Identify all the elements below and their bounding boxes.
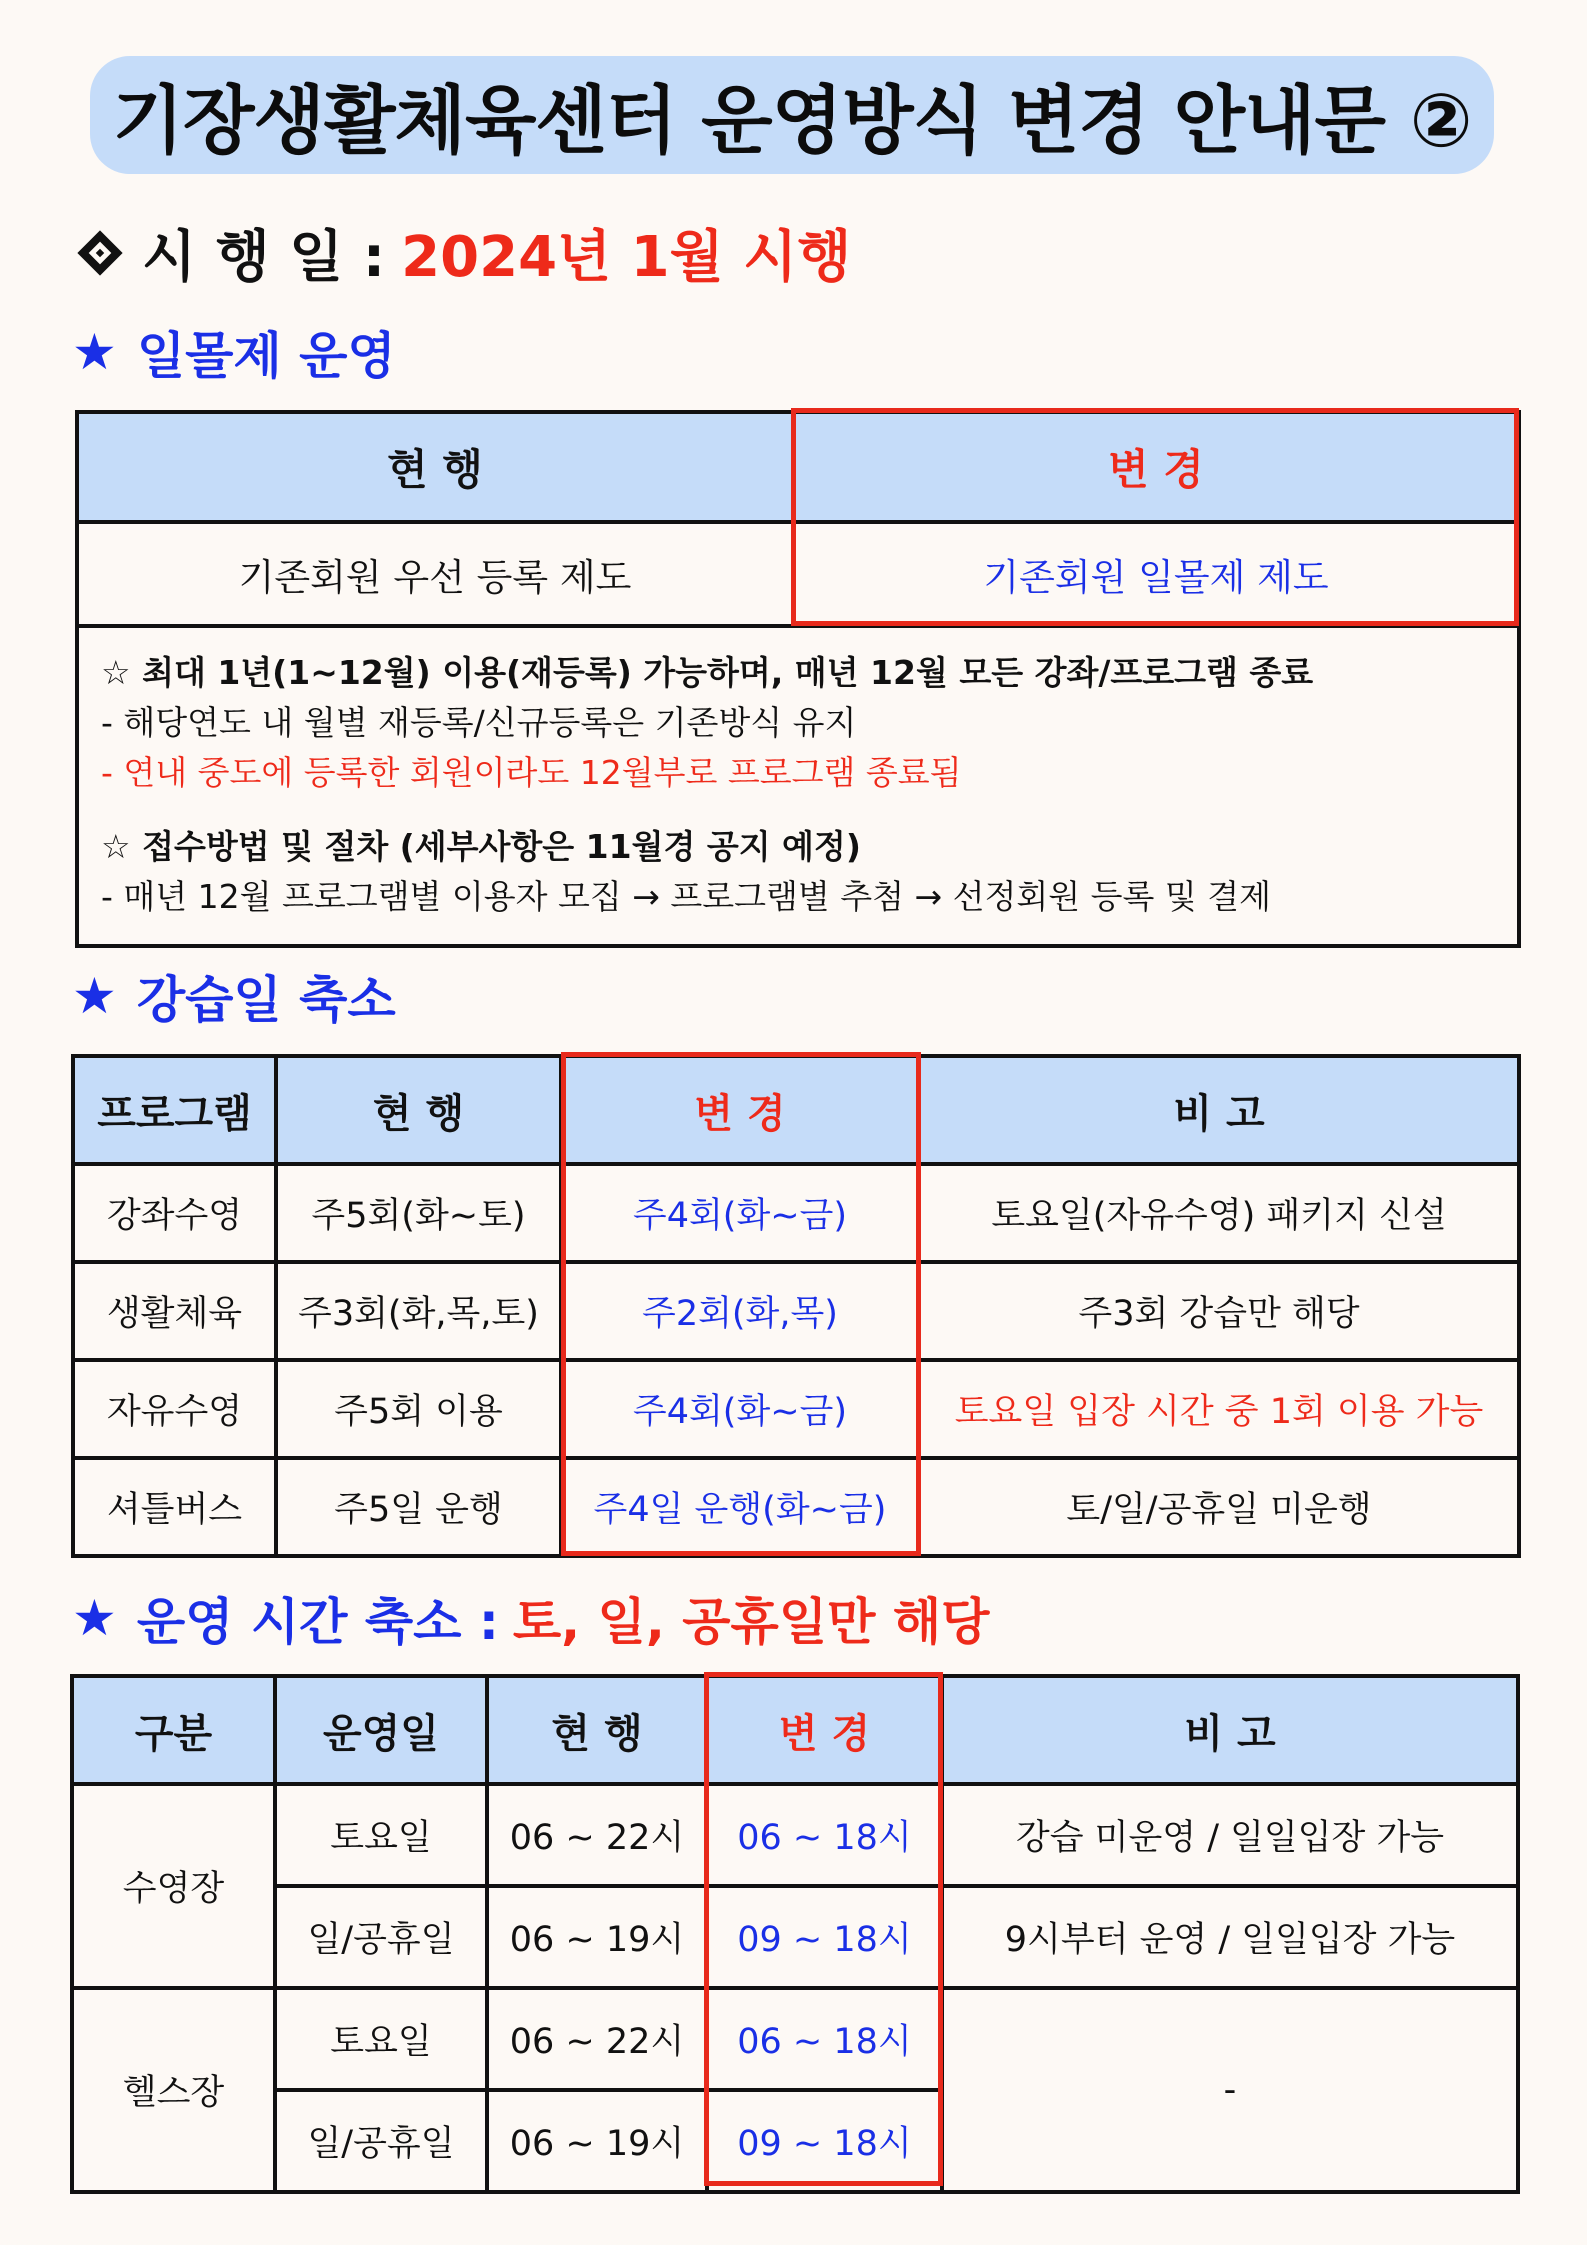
day-cell: 토요일	[275, 1784, 487, 1886]
note-line: ☆ 접수방법 및 절차 (세부사항은 11월경 공지 예정)	[101, 827, 861, 866]
current-cell: 주5일 운행	[276, 1458, 561, 1556]
note-cell: -	[942, 1988, 1518, 2192]
header-current: 현 행	[487, 1676, 707, 1784]
current-cell: 06 ~ 19시	[487, 2090, 707, 2192]
note-line: - 매년 12월 프로그램별 이용자 모집 → 프로그램별 추첨 → 선정회원 등록 및 결제	[101, 877, 1272, 916]
current-cell: 주3회(화,목,토)	[276, 1262, 561, 1360]
effective-date-line	[70, 218, 851, 288]
effective-date-value: 2024년 1월 시행	[401, 225, 852, 290]
table-row	[73, 1164, 1519, 1262]
changed-cell: 09 ~ 18시	[707, 1886, 942, 1988]
facility-cell: 수영장	[72, 1784, 275, 1988]
changed-cell: 06 ~ 18시	[707, 1784, 942, 1886]
header-current: 현 행	[77, 412, 793, 522]
section-heading-hours	[72, 1582, 989, 1654]
section-title: 일몰제 운영	[136, 327, 396, 385]
day-cell: 일/공휴일	[275, 1886, 487, 1988]
table-row	[72, 1886, 1518, 1988]
note-cell: 토/일/공휴일 미운행	[919, 1458, 1519, 1556]
changed-cell: 주4일 운행(화~금)	[561, 1458, 919, 1556]
policy-notes	[77, 626, 1519, 946]
current-cell: 06 ~ 19시	[487, 1886, 707, 1988]
header-day: 운영일	[275, 1676, 487, 1784]
program-cell: 셔틀버스	[73, 1458, 276, 1556]
star-icon: ★	[72, 1589, 117, 1647]
section-heading-class-days	[72, 960, 396, 1032]
header-changed: 변 경	[561, 1056, 919, 1164]
table-row	[72, 1988, 1518, 2090]
table-row	[73, 1458, 1519, 1556]
effective-date-label: 시 행 일 :	[142, 225, 386, 290]
star-icon: ★	[72, 323, 117, 381]
note-cell: 9시부터 운영 / 일일입장 가능	[942, 1886, 1518, 1988]
header-note: 비 고	[942, 1676, 1518, 1784]
note-cell: 강습 미운영 / 일일입장 가능	[942, 1784, 1518, 1886]
section-heading-sunset	[72, 316, 396, 388]
header-changed: 변 경	[707, 1676, 942, 1784]
note-cell: 토요일 입장 시간 중 1회 이용 가능	[919, 1360, 1519, 1458]
day-cell: 일/공휴일	[275, 2090, 487, 2192]
day-cell: 토요일	[275, 1988, 487, 2090]
program-cell: 강좌수영	[73, 1164, 276, 1262]
note-line: ☆ 최대 1년(1~12월) 이용(재등록) 가능하며, 매년 12월 모든 강좌/프로그램 종료	[101, 653, 1314, 692]
program-cell: 자유수영	[73, 1360, 276, 1458]
table-row	[72, 1784, 1518, 1886]
changed-cell: 주2회(화,목)	[561, 1262, 919, 1360]
class-days-table	[71, 1054, 1521, 1558]
facility-cell: 헬스장	[72, 1988, 275, 2192]
header-program: 프로그램	[73, 1056, 276, 1164]
diamond-icon	[77, 230, 122, 275]
current-cell: 주5회 이용	[276, 1360, 561, 1458]
changed-cell: 06 ~ 18시	[707, 1988, 942, 2090]
current-policy: 기존회원 우선 등록 제도	[77, 522, 793, 626]
section-title-highlight: 토, 일, 공휴일만 해당	[512, 1593, 990, 1651]
operating-hours-table	[70, 1674, 1520, 2194]
changed-cell: 주4회(화~금)	[561, 1164, 919, 1262]
section-title: 강습일 축소	[136, 971, 396, 1029]
changed-cell: 주4회(화~금)	[561, 1360, 919, 1458]
note-line: - 연내 중도에 등록한 회원이라도 12월부로 프로그램 종료됨	[101, 753, 962, 792]
page-title: 기장생활체육센터 운영방식 변경 안내문 ②	[90, 56, 1494, 174]
current-cell: 06 ~ 22시	[487, 1988, 707, 2090]
table-row	[73, 1360, 1519, 1458]
star-icon: ★	[72, 967, 117, 1025]
header-changed: 변 경	[793, 412, 1519, 522]
program-cell: 생활체육	[73, 1262, 276, 1360]
note-cell: 토요일(자유수영) 패키지 신설	[919, 1164, 1519, 1262]
note-cell: 주3회 강습만 해당	[919, 1262, 1519, 1360]
note-line: - 해당연도 내 월별 재등록/신규등록은 기존방식 유지	[101, 703, 857, 742]
section-title: 운영 시간 축소 :	[136, 1593, 499, 1651]
changed-cell: 09 ~ 18시	[707, 2090, 942, 2192]
current-cell: 06 ~ 22시	[487, 1784, 707, 1886]
table-row	[73, 1262, 1519, 1360]
changed-policy: 기존회원 일몰제 제도	[793, 522, 1519, 626]
current-cell: 주5회(화~토)	[276, 1164, 561, 1262]
sunset-table	[75, 410, 1521, 948]
header-note: 비 고	[919, 1056, 1519, 1164]
header-category: 구분	[72, 1676, 275, 1784]
header-current: 현 행	[276, 1056, 561, 1164]
